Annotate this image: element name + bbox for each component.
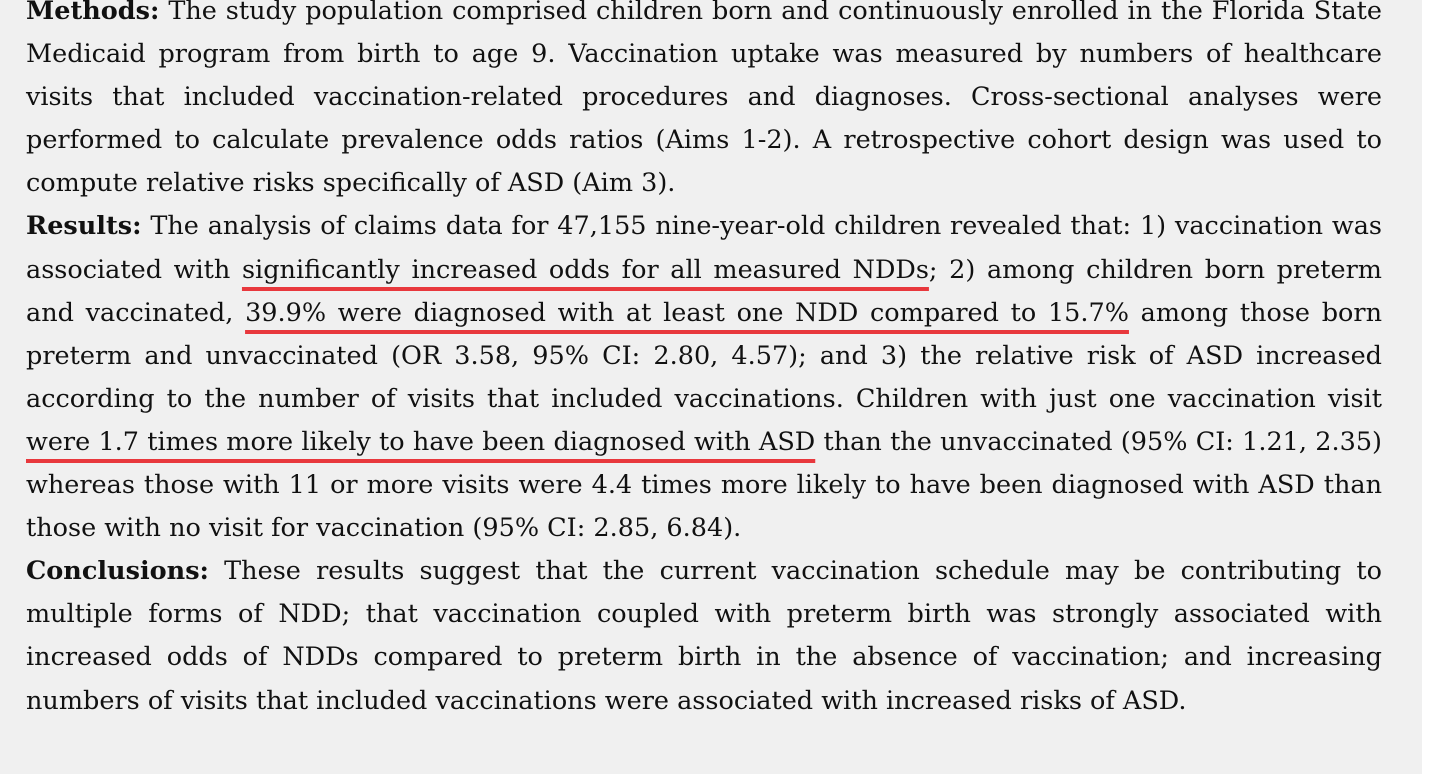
highlight-ndd-odds: significantly increased odds for all measured NDDs [241, 254, 929, 285]
highlight-asd-likelihood: were 1.7 times more likely to have been diagnosed with ASD [26, 426, 816, 457]
results-paragraph [26, 205, 1382, 550]
abstract-body [26, 0, 1382, 723]
results-text-1: The analysis of claims data for 47,155 nine-year-old children revealed that: 1) vaccination was associated with [26, 211, 1382, 285]
conclusions-label: Conclusions: [26, 556, 209, 587]
results-text-2: ; 2) among children born preterm and vaccinated, [26, 254, 1382, 328]
highlight-preterm-percentages: 39.9% were diagnosed with at least one NDD compared to 15.7% [245, 297, 1129, 328]
methods-paragraph [26, 0, 1382, 205]
methods-text: The study population comprised children born and continuously enrolled in the Florida State Medicaid program from birth to age 9. Vaccination uptake was measured by numbers of healthcare visits that included vaccination-related procedures and diagnoses. Cross-sectional analyses were performed to calculate prevalence odds ratios (Aims 1-2). A retrospective cohort design was used to compute relative risks specifically of ASD (Aim 3). [26, 0, 1382, 199]
results-text-3: among those born preterm and unvaccinated (OR 3.58, 95% CI: 2.80, 4.57); and 3) the relative risk of ASD increased according to the number of visits that included vaccinations. Children with just one vaccination visit [26, 297, 1382, 414]
methods-label: Methods: [26, 0, 160, 26]
conclusions-paragraph [26, 550, 1382, 722]
conclusions-text: These results suggest that the current vaccination schedule may be contributing to multiple forms of NDD; that vaccination coupled with preterm birth was strongly associated with increased odds of NDDs compared to preterm birth in the absence of vaccination; and increasing numbers of visits that included vaccinations were associated with increased risks of ASD. [26, 556, 1382, 716]
results-label: Results: [26, 211, 142, 242]
results-text-4: than the unvaccinated (95% CI: 1.21, 2.35) whereas those with 11 or more visits were 4.4 times more likely to have been diagnosed with ASD than those with no visit for vaccination (95% CI: 2.85, 6.84). [26, 426, 1382, 544]
